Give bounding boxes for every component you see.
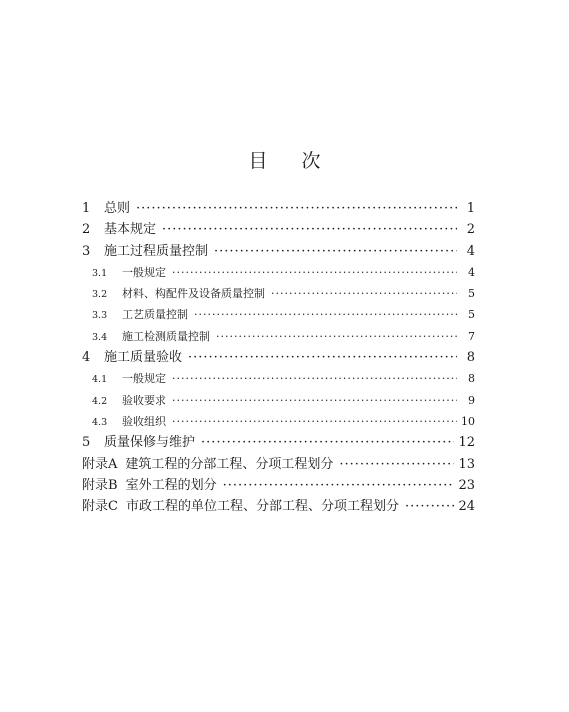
toc-entry-label: 施工检测质量控制 [122, 329, 210, 343]
dot-leader [216, 326, 457, 347]
toc-entry-number: 4.3 [92, 416, 108, 428]
dot-leader [172, 262, 457, 283]
toc-entry-number: 3 [82, 243, 91, 259]
toc-entry-label: 总则 [104, 201, 131, 216]
toc-entry[interactable] [82, 347, 475, 368]
toc-subentry[interactable] [82, 326, 475, 347]
toc-entry-number: 附录A [82, 456, 118, 472]
toc-entry-page: 10 [461, 414, 475, 428]
toc-entry-number: 2 [82, 222, 91, 238]
toc-appendix-entry[interactable] [82, 496, 475, 517]
toc-entry-label: 验收要求 [122, 393, 166, 407]
toc-entry-label: 市政工程的单位工程、分部工程、分项工程划分 [125, 499, 399, 515]
dot-leader [172, 368, 457, 389]
toc-entry-page: 2 [466, 222, 475, 238]
toc-subentry[interactable] [82, 304, 475, 325]
toc-entry-page: 8 [468, 372, 475, 386]
toc-appendix-entry[interactable] [82, 454, 475, 475]
toc-subentry[interactable] [82, 368, 475, 389]
toc-entry-number: 1 [82, 201, 91, 216]
toc-entry-number: 附录C [82, 499, 118, 515]
dot-leader [339, 454, 454, 475]
toc-entry-page: 13 [458, 456, 475, 472]
toc-appendix-entry[interactable] [82, 475, 475, 496]
toc-entry-page: 5 [468, 308, 475, 322]
dot-leader [162, 219, 457, 240]
dot-leader [405, 496, 454, 517]
dot-leader [172, 411, 457, 432]
table-of-contents [82, 198, 475, 517]
toc-entry-page: 4 [466, 243, 475, 259]
toc-subentry[interactable] [82, 262, 475, 283]
dot-leader [214, 241, 457, 262]
toc-entry-label: 验收组织 [122, 414, 166, 428]
toc-entry-page: 24 [458, 499, 475, 515]
toc-entry-page: 5 [468, 287, 475, 301]
toc-entry[interactable] [82, 432, 475, 453]
toc-entry-page: 12 [458, 435, 475, 451]
toc-entry-label: 施工过程质量控制 [104, 243, 209, 259]
dot-leader [136, 198, 457, 219]
toc-entry-page: 23 [458, 477, 475, 493]
toc-entry-page: 4 [468, 265, 475, 279]
toc-entry-number: 3.1 [92, 267, 108, 279]
toc-entry-number: 3.2 [92, 289, 108, 301]
toc-entry-number: 附录B [82, 477, 118, 493]
toc-subentry[interactable] [82, 390, 475, 411]
toc-entry-number: 3.3 [92, 310, 108, 322]
toc-entry-page: 8 [466, 350, 475, 366]
toc-entry-label: 材料、构配件及设备质量控制 [122, 287, 265, 301]
toc-entry[interactable] [82, 219, 475, 240]
toc-title-char-1: 目 [248, 150, 268, 172]
toc-entry-number: 5 [82, 435, 91, 451]
toc-subentry[interactable] [82, 283, 475, 304]
dot-leader [194, 304, 457, 325]
toc-entry[interactable] [82, 198, 475, 219]
toc-subentry[interactable] [82, 411, 475, 432]
toc-entry-page: 9 [468, 393, 475, 407]
toc-entry-number: 4.2 [92, 395, 108, 407]
toc-entry-label: 质量保修与维护 [104, 435, 196, 451]
toc-entry-label: 工艺质量控制 [122, 308, 188, 322]
toc-entry[interactable] [82, 241, 475, 262]
dot-leader [172, 390, 457, 411]
toc-entry-page: 7 [468, 329, 475, 343]
toc-entry-label: 一般规定 [122, 265, 166, 279]
dot-leader [188, 347, 457, 368]
toc-entry-label: 一般规定 [122, 372, 166, 386]
dot-leader [223, 475, 455, 496]
toc-entry-number: 3.4 [92, 331, 108, 343]
dot-leader [271, 283, 457, 304]
toc-entry-label: 室外工程的划分 [125, 477, 217, 493]
toc-entry-page: 1 [466, 201, 475, 216]
toc-entry-number: 4 [82, 350, 91, 366]
toc-entry-label: 建筑工程的分部工程、分项工程划分 [125, 456, 334, 472]
toc-entry-label: 施工质量验收 [104, 350, 183, 366]
toc-entry-number: 4.1 [92, 374, 108, 386]
dot-leader [201, 432, 454, 453]
toc-entry-label: 基本规定 [104, 222, 157, 238]
toc-title-char-2: 次 [301, 150, 321, 172]
toc-title [0, 146, 569, 173]
